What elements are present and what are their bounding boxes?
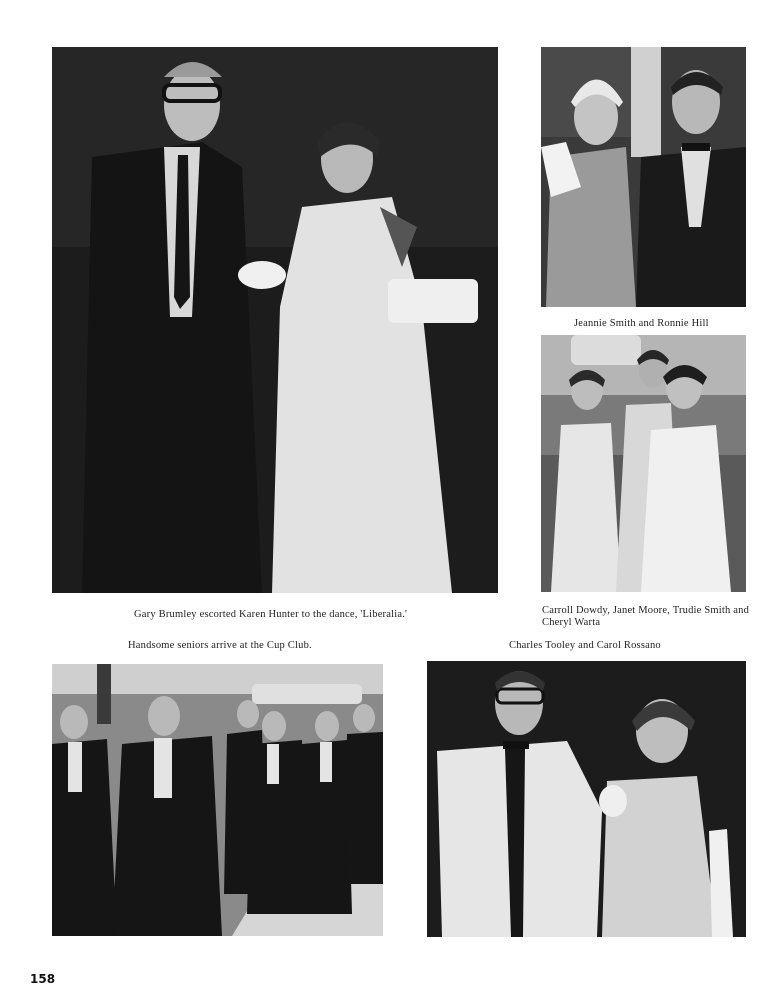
photo-charles-carol	[427, 661, 746, 937]
caption-jeannie-ronnie: Jeannie Smith and Ronnie Hill	[574, 318, 709, 329]
caption-charles-carol: Charles Tooley and Carol Rossano	[509, 640, 661, 651]
photo-seniors	[52, 664, 383, 936]
photo-four-girls	[541, 335, 746, 592]
caption-four-girls: Carroll Dowdy, Janet Moore, Trudie Smith and Cheryl Warta	[542, 605, 750, 628]
photo-gary-karen	[52, 47, 498, 593]
page-number: 158	[30, 972, 56, 986]
caption-gary-karen: Gary Brumley escorted Karen Hunter to the dance, 'Liberalia.'	[134, 609, 408, 620]
caption-seniors: Handsome seniors arrive at the Cup Club.	[128, 640, 312, 651]
photo-jeannie-ronnie	[541, 47, 746, 307]
